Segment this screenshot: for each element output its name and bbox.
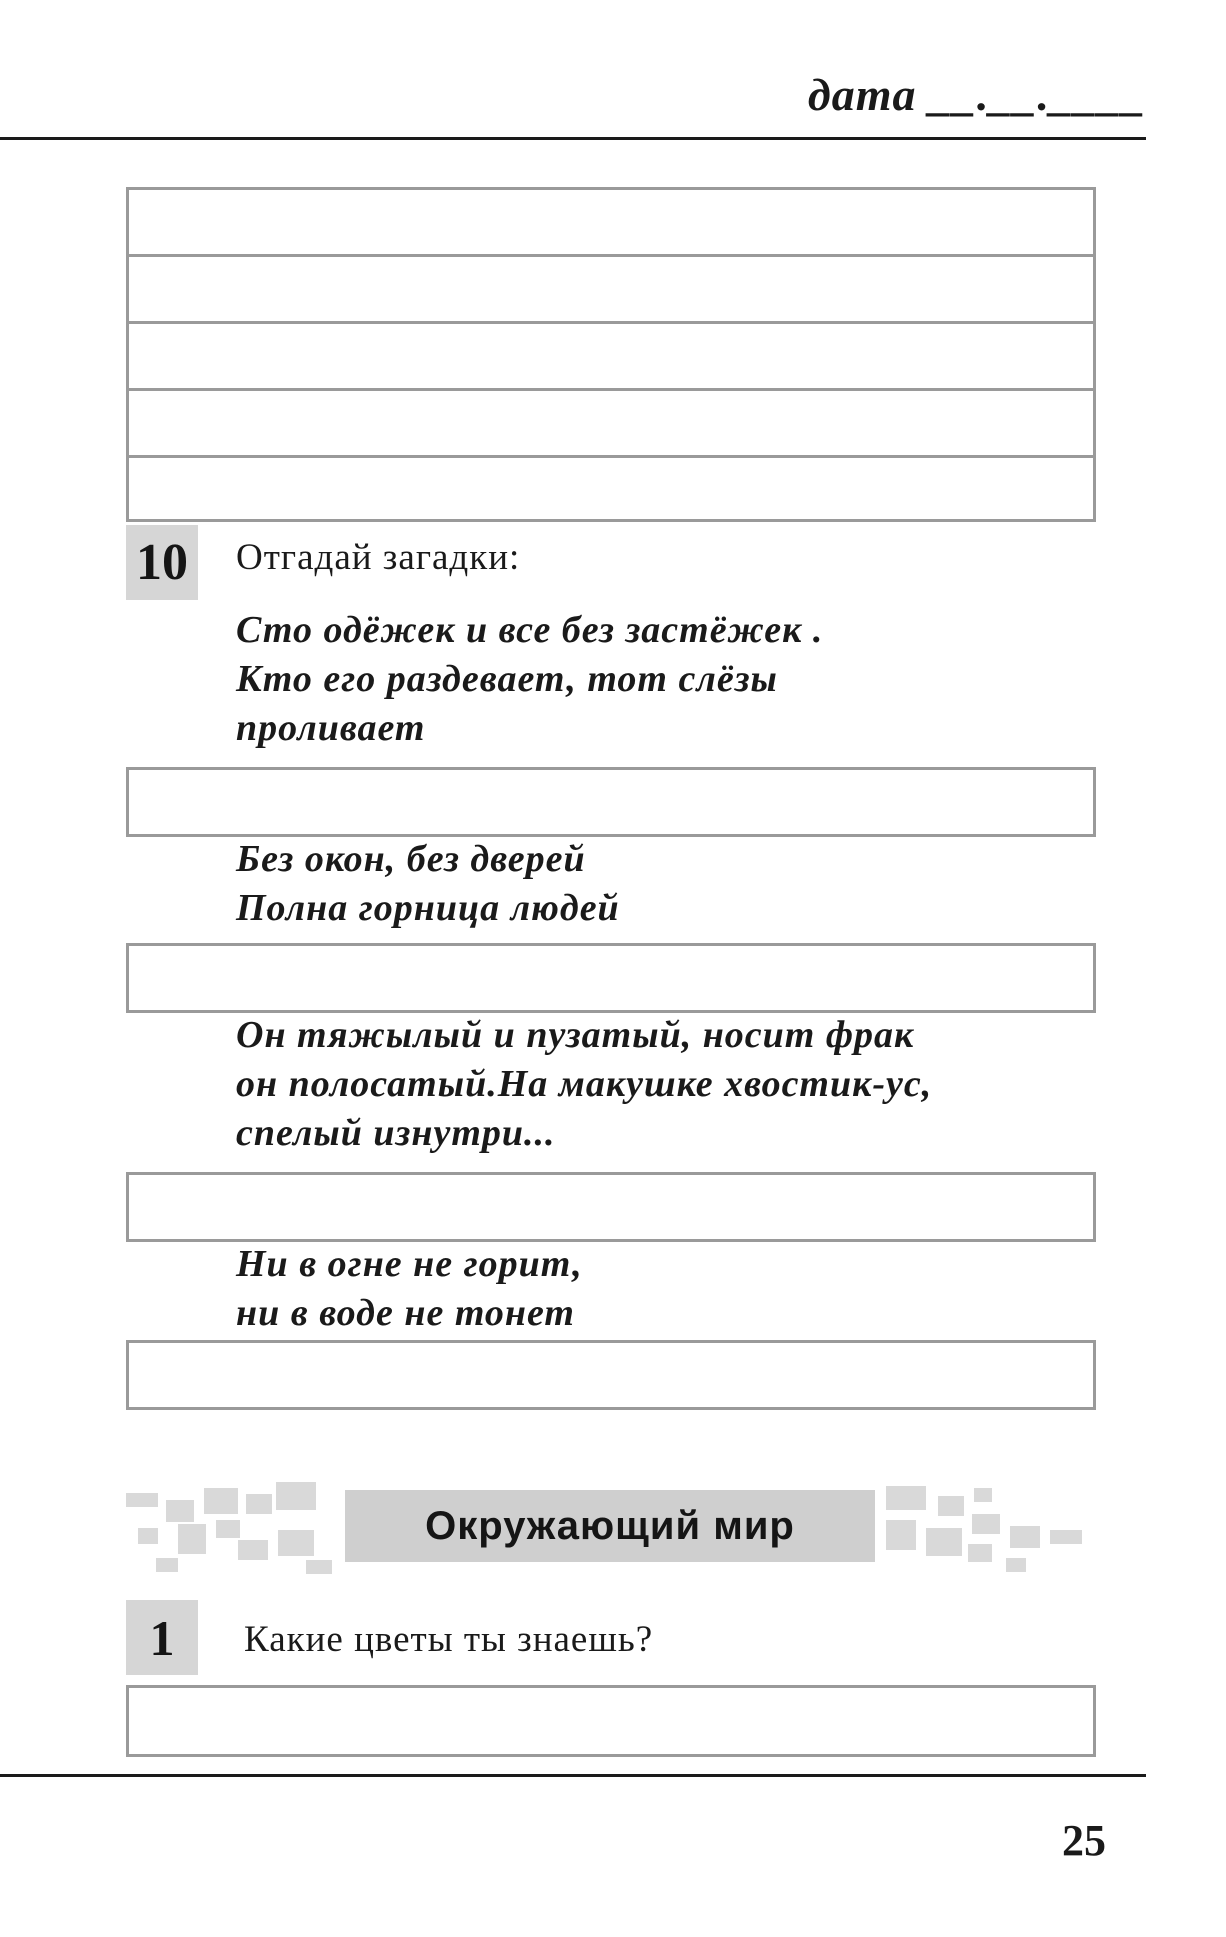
footer-rule xyxy=(0,1774,1146,1777)
decor-square xyxy=(238,1540,268,1560)
riddle-line: Он тяжылый и пузатый, носит фрак xyxy=(236,1014,915,1056)
riddle-line: проливает xyxy=(236,707,426,749)
answer-field-riddle-3[interactable] xyxy=(126,1172,1096,1242)
page-number: 25 xyxy=(1062,1816,1106,1865)
task-1-prompt: Какие цветы ты знаешь? xyxy=(244,1619,654,1660)
writing-line[interactable] xyxy=(129,257,1093,324)
answer-field-riddle-4[interactable] xyxy=(126,1340,1096,1410)
riddle-line: он полосатый.На макушке хвостик-ус, xyxy=(236,1063,933,1105)
answer-field-riddle-1[interactable] xyxy=(126,767,1096,837)
section-title: Окружающий мир xyxy=(345,1490,875,1562)
decor-square xyxy=(278,1530,314,1556)
decor-square xyxy=(126,1493,158,1507)
decor-square xyxy=(138,1528,158,1544)
riddle-3 xyxy=(236,1011,932,1158)
decor-square xyxy=(972,1514,1000,1534)
answer-field-task-1[interactable] xyxy=(126,1685,1096,1757)
writing-line[interactable] xyxy=(129,190,1093,257)
decor-square xyxy=(276,1482,316,1510)
decor-square xyxy=(178,1524,206,1554)
writing-line[interactable] xyxy=(129,391,1093,458)
decor-square xyxy=(926,1528,962,1556)
riddle-1 xyxy=(236,606,823,753)
decor-square xyxy=(886,1520,916,1550)
riddle-line: ни в воде не тонет xyxy=(236,1292,575,1334)
decor-square xyxy=(886,1486,926,1510)
decor-square xyxy=(1010,1526,1040,1548)
riddle-4 xyxy=(236,1240,583,1338)
task-10-number: 10 xyxy=(126,525,198,600)
riddle-line: Кто его раздевает, тот слёзы xyxy=(236,658,778,700)
riddle-line: Без окон, без дверей xyxy=(236,838,586,880)
task-10-prompt: Отгадай загадки: xyxy=(236,537,521,578)
decor-square xyxy=(968,1544,992,1562)
decor-square xyxy=(306,1560,332,1574)
riddle-2 xyxy=(236,835,620,933)
riddle-line: Полна горница людей xyxy=(236,887,620,929)
decor-square xyxy=(938,1496,964,1516)
riddle-line: Ни в огне не горит, xyxy=(236,1243,583,1285)
riddle-line: Сто одёжек и все без застёжек . xyxy=(236,609,824,651)
decor-square xyxy=(166,1500,194,1522)
decor-square xyxy=(216,1520,240,1538)
writing-line[interactable] xyxy=(129,324,1093,391)
decor-square xyxy=(156,1558,178,1572)
decor-square xyxy=(1006,1558,1026,1572)
decor-square xyxy=(246,1494,272,1514)
task-1-number: 1 xyxy=(126,1600,198,1675)
decor-square xyxy=(974,1488,992,1502)
answer-field-riddle-2[interactable] xyxy=(126,943,1096,1013)
header-rule xyxy=(0,137,1146,140)
writing-line[interactable] xyxy=(129,458,1093,522)
riddle-line: спелый изнутри... xyxy=(236,1112,556,1154)
decor-square xyxy=(1050,1530,1082,1544)
date-label: дата __.__.____ xyxy=(807,69,1146,120)
writing-lines-box[interactable] xyxy=(126,187,1096,522)
decor-square xyxy=(204,1488,238,1514)
